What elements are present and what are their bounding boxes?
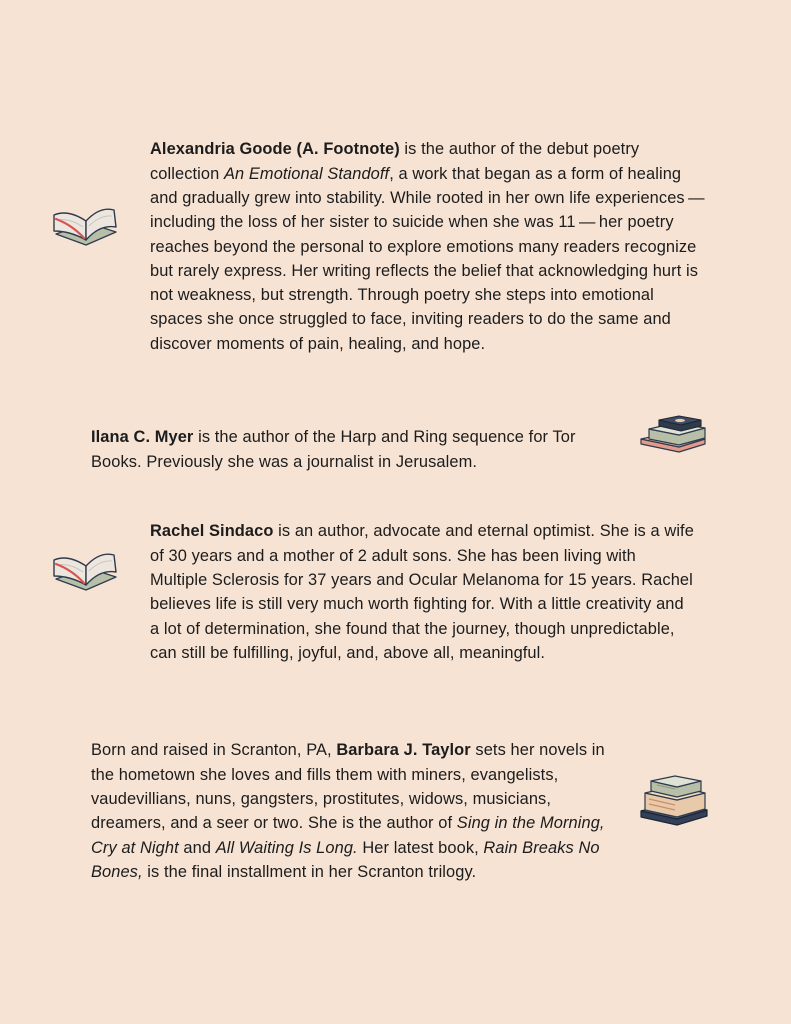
book-stack-icon bbox=[637, 773, 711, 832]
book-stack-icon bbox=[635, 413, 709, 458]
bio-rachel-sindaco bbox=[150, 519, 695, 665]
author-name: Ilana C. Myer bbox=[91, 428, 194, 447]
bio-text: Born and raised in Scranton, PA, bbox=[91, 741, 337, 760]
author-name: Alexandria Goode (A. Footnote) bbox=[150, 140, 400, 159]
bio-text: is the author of the debut poetry collection bbox=[150, 140, 640, 183]
bio-barbara-taylor bbox=[91, 738, 611, 884]
bio-text: Her latest book, bbox=[357, 838, 484, 857]
bio-text: and bbox=[178, 838, 216, 857]
book-title: All Waiting Is Long. bbox=[215, 838, 358, 857]
open-book-icon bbox=[50, 200, 120, 253]
bio-text: , a work that began as a form of healing and gradually grew into stability. While rooted in her own life experiences — including the loss of her sister to suicide when she was 11 — her poetry reaches beyond the personal to explore emotions many readers recognize but rarely express. Her writing reflects the belief that acknowledging hurt is not weakness, but strength. Through poetry she steps into emotional spaces she once struggled to face, inviting readers to do the same and discover moments of pain, healing, and hope. bbox=[150, 164, 708, 353]
book-title: Sing in the Morning, Cry at Night bbox=[91, 814, 605, 857]
bio-text: sets her novels in the hometown she loves and fills them with miners, evangelists, vaudevillians, nuns, gangsters, prostitutes, widows, musicians, dreamers, and a seer or two. She is the author of bbox=[91, 741, 605, 833]
open-book-icon bbox=[50, 545, 120, 598]
book-title: Rain Breaks No Bones, bbox=[91, 838, 600, 881]
author-name: Rachel Sindaco bbox=[150, 522, 274, 541]
bio-ilana-myer bbox=[91, 425, 611, 474]
book-title: An Emotional Standoff bbox=[224, 164, 390, 183]
author-name: Barbara J. Taylor bbox=[336, 741, 471, 760]
bio-text: is the final installment in her Scranton trilogy. bbox=[142, 862, 477, 881]
bio-text: is an author, advocate and eternal optimist. She is a wife of 30 years and a mother of 2 adult sons. She has been living with Multiple Sclerosis for 37 years and Ocular Melanoma for 15 years. Rachel believes life is still very much worth fighting for. With a little creativity and a lot of determination, she found that the journey, though unpredictable, can still be fulfilling, joyful, and, above all, meaningful. bbox=[150, 522, 694, 662]
bio-text: is the author of the Harp and Ring sequence for Tor Books. Previously she was a journalist in Jerusalem. bbox=[91, 428, 576, 471]
bio-alexandria-goode bbox=[150, 137, 710, 356]
